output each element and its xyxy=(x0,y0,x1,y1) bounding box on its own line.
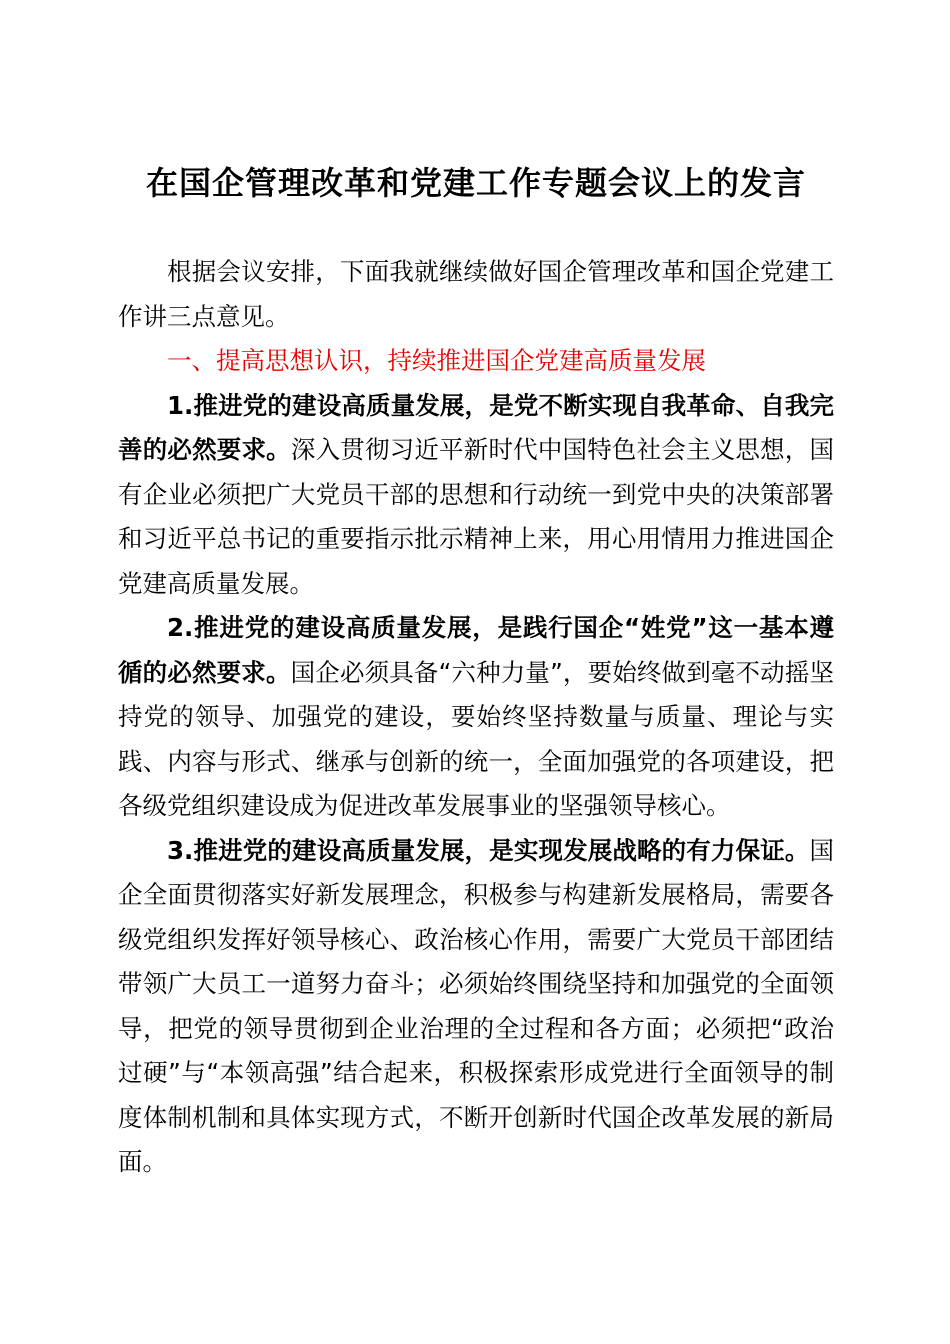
document-page xyxy=(118,150,834,1185)
intro-paragraph: 根据会议安排，下面我就继续做好国企管理改革和国企党建工作讲三点意见。 xyxy=(118,257,834,331)
point-1-lead: 1.推进党的建设高质量发展，是党不断实现自我革命、自我完善的必然要求。 xyxy=(118,390,834,464)
point-3-paragraph xyxy=(118,829,834,1185)
point-1-body: 深入贯彻习近平新时代中国特色社会主义思想，国有企业必须把广大党员干部的思想和行动统一到党中央的决策部署和习近平总书记的重要指示批示精神上来，用心用情用力推进国企党建高质量发展。 xyxy=(118,435,834,598)
point-3-body: 国企全面贯彻落实好新发展理念，积极参与构建新发展格局，需要各级党组织发挥好领导核心、政治核心作用，需要广大党员干部团结带领广大员工一道努力奋斗；必须始终围绕坚持和加强党的全面领导，把党的领导贯彻到企业治理的全过程和各方面；必须把“政治过硬”与“本领高强”结合起来，积极探索形成党进行全面领导的制度体制机制和具体实现方式，不断开创新时代国企改革发展的新局面。 xyxy=(118,835,834,1176)
point-2-paragraph xyxy=(118,606,834,829)
document-title: 在国企管理改革和党建工作专题会议上的发言 xyxy=(145,164,806,202)
section-1-heading: 一、提高思想认识，持续推进国企党建高质量发展 xyxy=(167,346,706,375)
point-2-lead: 2.推进党的建设高质量发展，是践行国企“姓党”这一基本遵循的必然要求。 xyxy=(118,613,834,687)
point-3-lead: 3.推进党的建设高质量发展，是实现发展战略的有力保证。 xyxy=(167,835,810,865)
point-1-paragraph xyxy=(118,384,834,607)
point-2-body: 国企必须具备“六种力量”，要始终做到毫不动摇坚持党的领导、加强党的建设，要始终坚持数量与质量、理论与实践、内容与形式、继承与创新的统一，全面加强党的各项建设，把各级党组织建设成为促进改革发展事业的坚强领导核心。 xyxy=(118,657,835,820)
